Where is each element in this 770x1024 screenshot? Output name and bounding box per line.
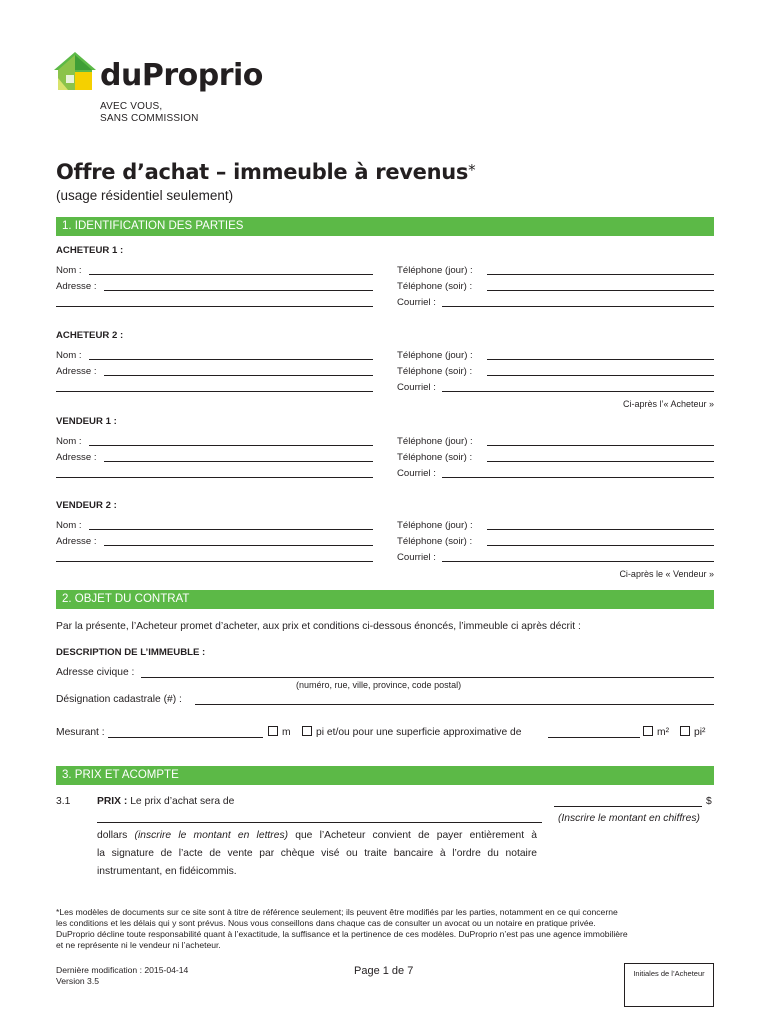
acheteur-2-courriel-field[interactable] <box>442 391 714 392</box>
prix-line-1 <box>97 827 537 845</box>
unit-pi-checkbox[interactable] <box>302 726 312 736</box>
prix-text: Le prix d’achat sera de <box>130 796 235 807</box>
mesurant-label: Mesurant : <box>56 727 105 738</box>
page-number: Page 1 de 7 <box>354 965 414 977</box>
superficie-field[interactable] <box>548 737 640 738</box>
adresse-hint: (numéro, rue, ville, province, code postal) <box>296 680 462 690</box>
acheteur-1-nom-field[interactable] <box>89 274 373 275</box>
page-subtitle: (usage résidentiel seulement) <box>56 188 234 203</box>
acheteur-2-nom-field[interactable] <box>89 359 373 360</box>
vendeur-1-courriel-field[interactable] <box>442 477 714 478</box>
title-footnote-mark: * <box>468 161 476 179</box>
acheteur-1-heading: ACHETEUR 1 : <box>56 245 124 256</box>
description-heading: DESCRIPTION DE L’IMMEUBLE : <box>56 647 206 658</box>
acheteur-1-tel-jour-label: Téléphone (jour) : <box>397 265 473 276</box>
footnote <box>56 907 628 951</box>
acheteur-2-courriel-label: Courriel : <box>397 382 436 393</box>
vendeur-1-tel-soir-label: Téléphone (soir) : <box>397 452 473 463</box>
section-header-identification: 1. IDENTIFICATION DES PARTIES <box>56 217 714 236</box>
mesurant-field[interactable] <box>108 737 263 738</box>
unit-pi2-checkbox[interactable] <box>680 726 690 736</box>
ci-apres-acheteur: Ci-après l’« Acheteur » <box>622 399 714 409</box>
acheteur-2-tel-soir-field[interactable] <box>487 375 714 376</box>
page-title-text: Offre d’achat – immeuble à revenus <box>56 160 469 184</box>
section-header-objet: 2. OBJET DU CONTRAT <box>56 590 714 609</box>
prix-clause <box>97 796 234 807</box>
unit-m2-label: m² <box>657 727 670 738</box>
unit-m-checkbox[interactable] <box>268 726 278 736</box>
acheteur-2-nom-label: Nom : <box>56 350 82 361</box>
acheteur-1-courriel-label: Courriel : <box>397 297 436 308</box>
acheteur-2-adresse-field-2[interactable] <box>56 391 373 392</box>
vendeur-1-heading: VENDEUR 1 : <box>56 416 117 427</box>
clause-number: 3.1 <box>56 796 71 807</box>
superficie-label: pi et/ou pour une superficie approximative de <box>316 727 522 738</box>
tagline <box>100 101 199 125</box>
prix-line-2: la signature de l’acte de vente par chèque visé ou traite bancaire à l’ordre du notaire <box>97 848 537 859</box>
prix-paragraph <box>97 827 537 881</box>
vendeur-1-courriel-label: Courriel : <box>397 468 436 479</box>
acheteur-1-nom-label: Nom : <box>56 265 82 276</box>
prix-lettres-field[interactable] <box>97 822 542 823</box>
unit-pi2-label: pi² <box>694 727 706 738</box>
prix-dollars-word: dollars <box>97 830 128 841</box>
tagline-line-1: AVEC VOUS, <box>100 101 163 112</box>
vendeur-2-tel-soir-label: Téléphone (soir) : <box>397 536 473 547</box>
acheteur-1-adresse-field-2[interactable] <box>56 306 373 307</box>
vendeur-2-courriel-field[interactable] <box>442 561 714 562</box>
adresse-civique-field[interactable] <box>141 677 714 678</box>
vendeur-1-nom-label: Nom : <box>56 436 82 447</box>
acheteur-1-tel-soir-label: Téléphone (soir) : <box>397 281 473 292</box>
footnote-line-4: et ne représente ni le vendeur ni l’acheteur. <box>56 940 221 950</box>
vendeur-1-adresse-field-2[interactable] <box>56 477 373 478</box>
vendeur-2-adresse-label: Adresse : <box>56 536 97 547</box>
prix-line-3: instrumentant, en fidéicommis. <box>97 866 237 877</box>
vendeur-1-tel-jour-field[interactable] <box>487 445 714 446</box>
unit-m2-checkbox[interactable] <box>643 726 653 736</box>
vendeur-2-tel-soir-field[interactable] <box>487 545 714 546</box>
designation-cadastrale-label: Désignation cadastrale (#) : <box>56 694 182 705</box>
footer-meta <box>56 965 188 987</box>
unit-m-label: m <box>282 727 291 738</box>
dollar-sign: $ <box>706 796 712 807</box>
adresse-civique-label: Adresse civique : <box>56 667 135 678</box>
section-header-prix: 3. PRIX ET ACOMPTE <box>56 766 714 785</box>
vendeur-2-adresse-field-2[interactable] <box>56 561 373 562</box>
last-modified: Dernière modification : 2015-04-14 <box>56 965 189 975</box>
footnote-line-2: les conditions et les délais qui y sont prévus. Nous vous conseillons dans chaque cas de consulter un avocat ou un notaire en pratique privée. <box>56 918 596 928</box>
vendeur-1-tel-jour-label: Téléphone (jour) : <box>397 436 473 447</box>
chiffres-hint: (Inscrire le montant en chiffres) <box>558 813 700 824</box>
acheteur-2-tel-jour-label: Téléphone (jour) : <box>397 350 473 361</box>
acheteur-1-tel-soir-field[interactable] <box>487 290 714 291</box>
vendeur-2-tel-jour-label: Téléphone (jour) : <box>397 520 473 531</box>
house-logo-icon <box>52 50 98 92</box>
designation-cadastrale-field[interactable] <box>195 704 714 705</box>
vendeur-1-nom-field[interactable] <box>89 445 373 446</box>
vendeur-2-nom-label: Nom : <box>56 520 82 531</box>
acheteur-2-tel-soir-label: Téléphone (soir) : <box>397 366 473 377</box>
page-title <box>56 160 475 184</box>
vendeur-2-heading: VENDEUR 2 : <box>56 500 117 511</box>
vendeur-1-adresse-field[interactable] <box>104 461 373 462</box>
vendeur-2-tel-jour-field[interactable] <box>487 529 714 530</box>
prix-label: PRIX : <box>97 796 128 807</box>
duproprio-logo <box>52 50 263 95</box>
acheteur-2-tel-jour-field[interactable] <box>487 359 714 360</box>
vendeur-1-tel-soir-field[interactable] <box>487 461 714 462</box>
tagline-line-2: SANS COMMISSION <box>100 113 199 124</box>
prix-line-1-rest: que l’Acheteur convient de payer entièrement à <box>295 830 537 841</box>
vendeur-1-adresse-label: Adresse : <box>56 452 97 463</box>
initiales-box[interactable] <box>624 963 714 1007</box>
acheteur-2-heading: ACHETEUR 2 : <box>56 330 124 341</box>
objet-intro: Par la présente, l’Acheteur promet d’acheter, aux prix et conditions ci-dessous énoncés, l’immeuble ci après décrit : <box>56 621 581 632</box>
acheteur-1-courriel-field[interactable] <box>442 306 714 307</box>
acheteur-1-tel-jour-field[interactable] <box>487 274 714 275</box>
acheteur-2-adresse-label: Adresse : <box>56 366 97 377</box>
vendeur-2-courriel-label: Courriel : <box>397 552 436 563</box>
footnote-line-3: DuProprio décline toute responsabilité quant à l’exactitude, la suffisance et la pertinence de ces modèles. DuProprio n’est pas une agence immobilière <box>56 929 628 939</box>
acheteur-1-adresse-field[interactable] <box>104 290 373 291</box>
acheteur-1-adresse-label: Adresse : <box>56 281 97 292</box>
prix-chiffres-field[interactable] <box>554 806 702 807</box>
version: Version 3.5 <box>56 976 99 986</box>
vendeur-2-adresse-field[interactable] <box>104 545 373 546</box>
brand-name: duProprio <box>100 58 263 93</box>
vendeur-2-nom-field[interactable] <box>89 529 373 530</box>
prix-lettres-hint: (inscrire le montant en lettres) <box>134 830 289 841</box>
initiales-label: Initiales de l’Acheteur <box>633 969 705 978</box>
ci-apres-vendeur: Ci-après le « Vendeur » <box>619 569 714 579</box>
footnote-line-1: *Les modèles de documents sur ce site sont à titre de référence seulement; ils peuvent être modifiés par les parties, notamment en ce qui concerne <box>56 907 618 917</box>
acheteur-2-adresse-field[interactable] <box>104 375 373 376</box>
